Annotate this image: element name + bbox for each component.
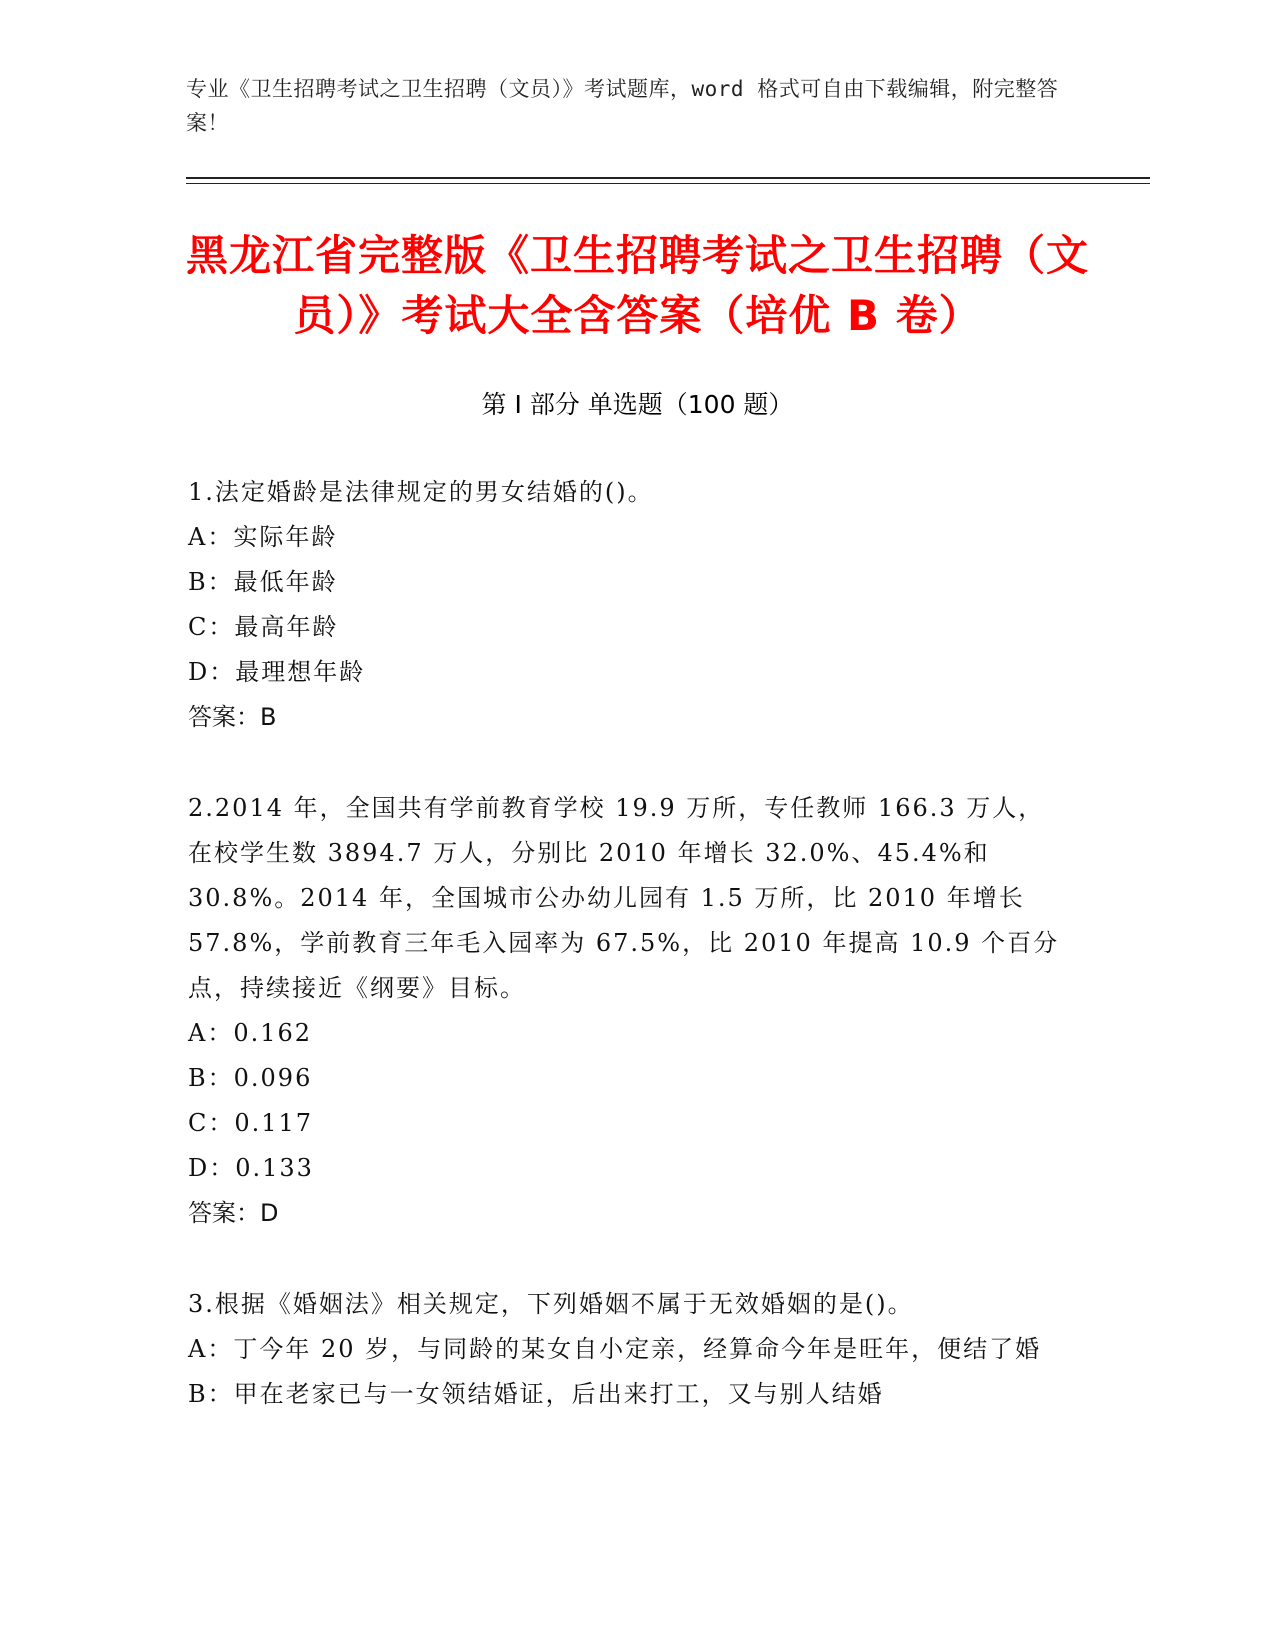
option-b: B：最低年龄	[188, 568, 338, 596]
option-c: C：0.117	[188, 1109, 314, 1137]
header-note: 专业《卫生招聘考试之卫生招聘（文员）》考试题库，word 格式可自由下载编辑，附完整答案！	[186, 77, 1059, 135]
header-rule-thin	[186, 183, 1150, 184]
answer: 答案：B	[188, 703, 277, 731]
option-c: C：最高年龄	[188, 613, 339, 641]
option-a: A：实际年龄	[188, 523, 338, 551]
question-1	[188, 470, 1068, 740]
question-3	[188, 1282, 1068, 1417]
header-rule-thick	[186, 177, 1150, 179]
option-d: D：最理想年龄	[188, 658, 366, 686]
question-text: 3.根据《婚姻法》相关规定，下列婚姻不属于无效婚姻的是()。	[188, 1290, 914, 1318]
question-text: 1.法定婚龄是法律规定的男女结婚的()。	[188, 478, 654, 506]
option-b: B：0.096	[188, 1064, 313, 1092]
option-b: B：甲在老家已与一女领结婚证，后出来打工，又与别人结婚	[188, 1380, 884, 1408]
answer: 答案：D	[188, 1199, 279, 1227]
option-d: D：0.133	[188, 1154, 314, 1182]
option-a: A：丁今年 20 岁，与同龄的某女自小定亲，经算命今年是旺年，便结了婚	[188, 1335, 1042, 1363]
option-a: A：0.162	[188, 1019, 313, 1047]
question-list	[188, 470, 1068, 1463]
question-text: 2.2014 年，全国共有学前教育学校 19.9 万所，专任教师 166.3 万人，在校学生数 3894.7 万人，分别比 2010 年增长 32.0%、45.4%和 30.8%。2014 年，全国城市公办幼儿园有 1.5 万所，比 2010 年增长 57.8%，学前教育三年毛入园率为 67.5%，比 2010 年提高 10.9 个百分点，持续接近《纲要》目标。	[188, 794, 1060, 1002]
document-title: 黑龙江省完整版《卫生招聘考试之卫生招聘（文员）》考试大全含答案（培优 B 卷）	[185, 231, 1089, 340]
section-title: 第 I 部分 单选题（100 题）	[481, 390, 794, 419]
question-2	[188, 786, 1068, 1236]
